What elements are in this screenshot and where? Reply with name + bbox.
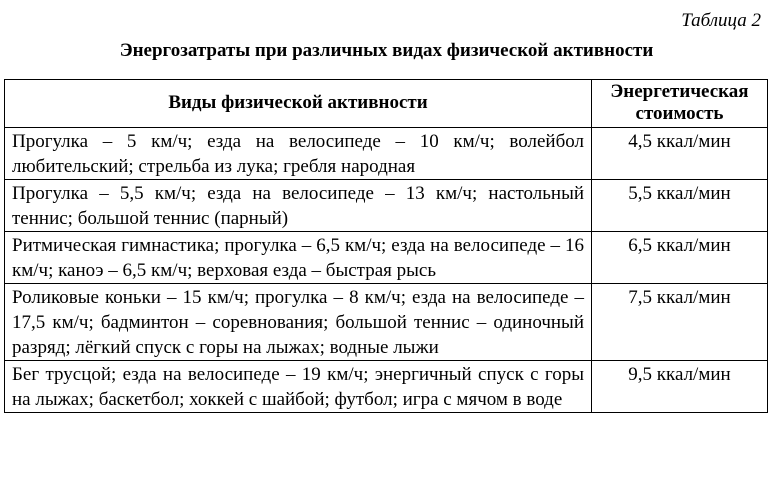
table-row bbox=[5, 232, 768, 284]
column-header-activity: Виды физической активности bbox=[5, 80, 592, 128]
activity-cell: Прогулка – 5,5 км/ч; езда на велосипеде – 13 км/ч; настольный теннис; большой теннис (парный) bbox=[5, 180, 592, 232]
column-header-cost: Энергетическая стоимость bbox=[592, 80, 768, 128]
table-row bbox=[5, 180, 768, 232]
table-caption: Энергозатраты при различных видах физической активности bbox=[119, 40, 654, 61]
activity-cell: Ритмическая гимнастика; прогулка – 6,5 км/ч; езда на велосипеде – 16 км/ч; каноэ – 6,5 км/ч; верховая езда – быстрая рысь bbox=[5, 232, 592, 284]
table-header-row bbox=[5, 80, 768, 128]
table-number-label: Таблица 2 bbox=[681, 10, 761, 31]
cost-cell: 7,5 ккал/мин bbox=[592, 284, 768, 361]
cost-cell: 6,5 ккал/мин bbox=[592, 232, 768, 284]
activity-cell: Прогулка – 5 км/ч; езда на велосипеде – 10 км/ч; волейбол любительский; стрельба из лука; гребля народная bbox=[5, 128, 592, 180]
cost-cell: 5,5 ккал/мин bbox=[592, 180, 768, 232]
cost-cell: 9,5 ккал/мин bbox=[592, 361, 768, 413]
cost-cell: 4,5 ккал/мин bbox=[592, 128, 768, 180]
table-row bbox=[5, 128, 768, 180]
energy-cost-table bbox=[4, 79, 768, 413]
activity-cell: Роликовые коньки – 15 км/ч; прогулка – 8 км/ч; езда на велосипеде – 17,5 км/ч; бадминтон – соревнования; большой теннис – одиночный разряд; лёгкий спуск с горы на лыжах; водные лыжи bbox=[5, 284, 592, 361]
table-row bbox=[5, 361, 768, 413]
activity-cell: Бег трусцой; езда на велосипеде – 19 км/ч; энергичный спуск с горы на лыжах; баскетбол; хоккей с шайбой; футбол; игра с мячом в воде bbox=[5, 361, 592, 413]
table-row bbox=[5, 284, 768, 361]
